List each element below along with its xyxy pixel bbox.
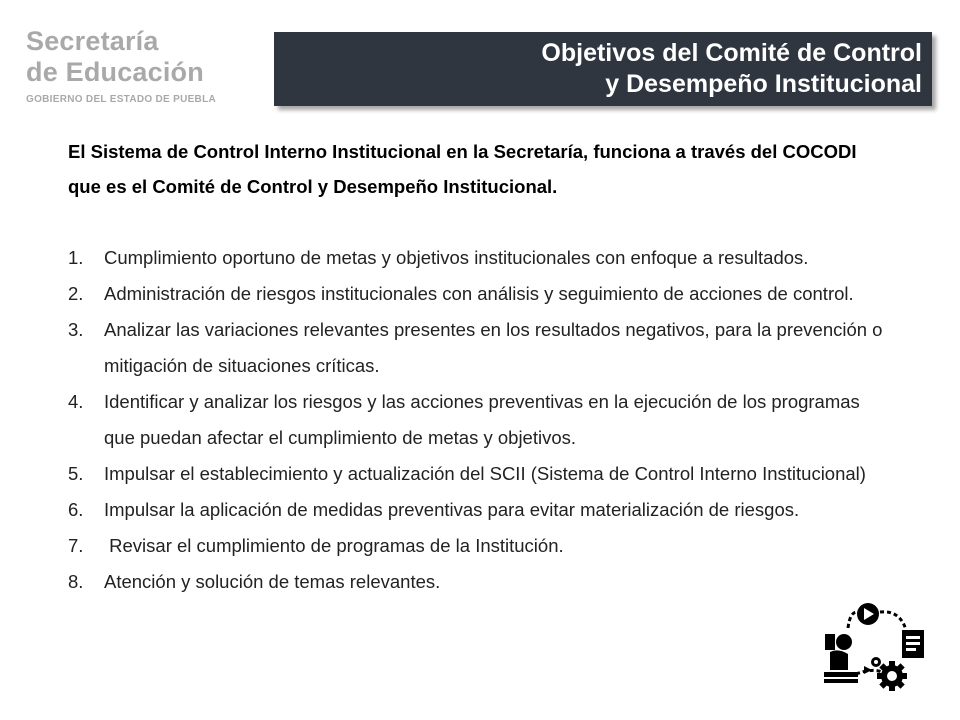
list-item: [68, 528, 888, 564]
list-item-text: Revisar el cumplimiento de programas de la Institución.: [104, 535, 564, 556]
list-item-text: Identificar y analizar los riesgos y las acciones preventivas en la ejecución de los programas que puedan afectar el cumplimiento de metas y objetivos.: [104, 391, 860, 448]
list-item-number: 4.: [68, 391, 84, 412]
list-item: [68, 492, 888, 528]
page-title: [541, 38, 922, 100]
list-item-number: 5.: [68, 463, 84, 484]
list-item-number: 1.: [68, 247, 84, 268]
objectives-list: [68, 240, 888, 600]
list-item: [68, 564, 888, 600]
list-item: [68, 276, 888, 312]
logo-line-1: Secretaría: [26, 26, 159, 56]
list-item-number: 3.: [68, 319, 84, 340]
list-item: [68, 240, 888, 276]
list-item-number: 8.: [68, 571, 84, 592]
page-title-line-2: y Desempeño Institucional: [605, 70, 922, 98]
list-item-number: 2.: [68, 283, 84, 304]
list-item: [68, 456, 888, 492]
list-item-number: 7.: [68, 535, 84, 556]
list-item-text: Administración de riesgos institucionales con análisis y seguimiento de acciones de control.: [104, 283, 854, 304]
list-item: [68, 384, 888, 456]
logo: [26, 26, 216, 105]
logo-line-2: de Educación: [26, 57, 204, 87]
list-item-number: 6.: [68, 499, 84, 520]
page-title-line-1: Objetivos del Comité de Control: [541, 39, 922, 67]
logo-subtitle: GOBIERNO DEL ESTADO DE PUEBLA: [26, 94, 217, 105]
list-item-text: Impulsar la aplicación de medidas preventivas para evitar materialización de riesgos.: [104, 499, 800, 520]
list-item: [68, 312, 888, 384]
list-item-text: Analizar las variaciones relevantes presentes en los resultados negativos, para la prevención o mitigación de situaciones críticas.: [104, 319, 883, 376]
intro-paragraph: El Sistema de Control Interno Institucional en la Secretaría, funciona a través del COCODI que es el Comité de Control y Desempeño Institucional.: [68, 141, 857, 197]
list-item-text: Cumplimiento oportuno de metas y objetivos institucionales con enfoque a resultados.: [104, 247, 809, 268]
list-item-text: Impulsar el establecimiento y actualización del SCII (Sistema de Control Interno Institucional): [104, 463, 866, 484]
title-banner: [274, 32, 932, 106]
list-item-text: Atención y solución de temas relevantes.: [104, 571, 441, 592]
process-cycle-icon: [820, 600, 930, 692]
